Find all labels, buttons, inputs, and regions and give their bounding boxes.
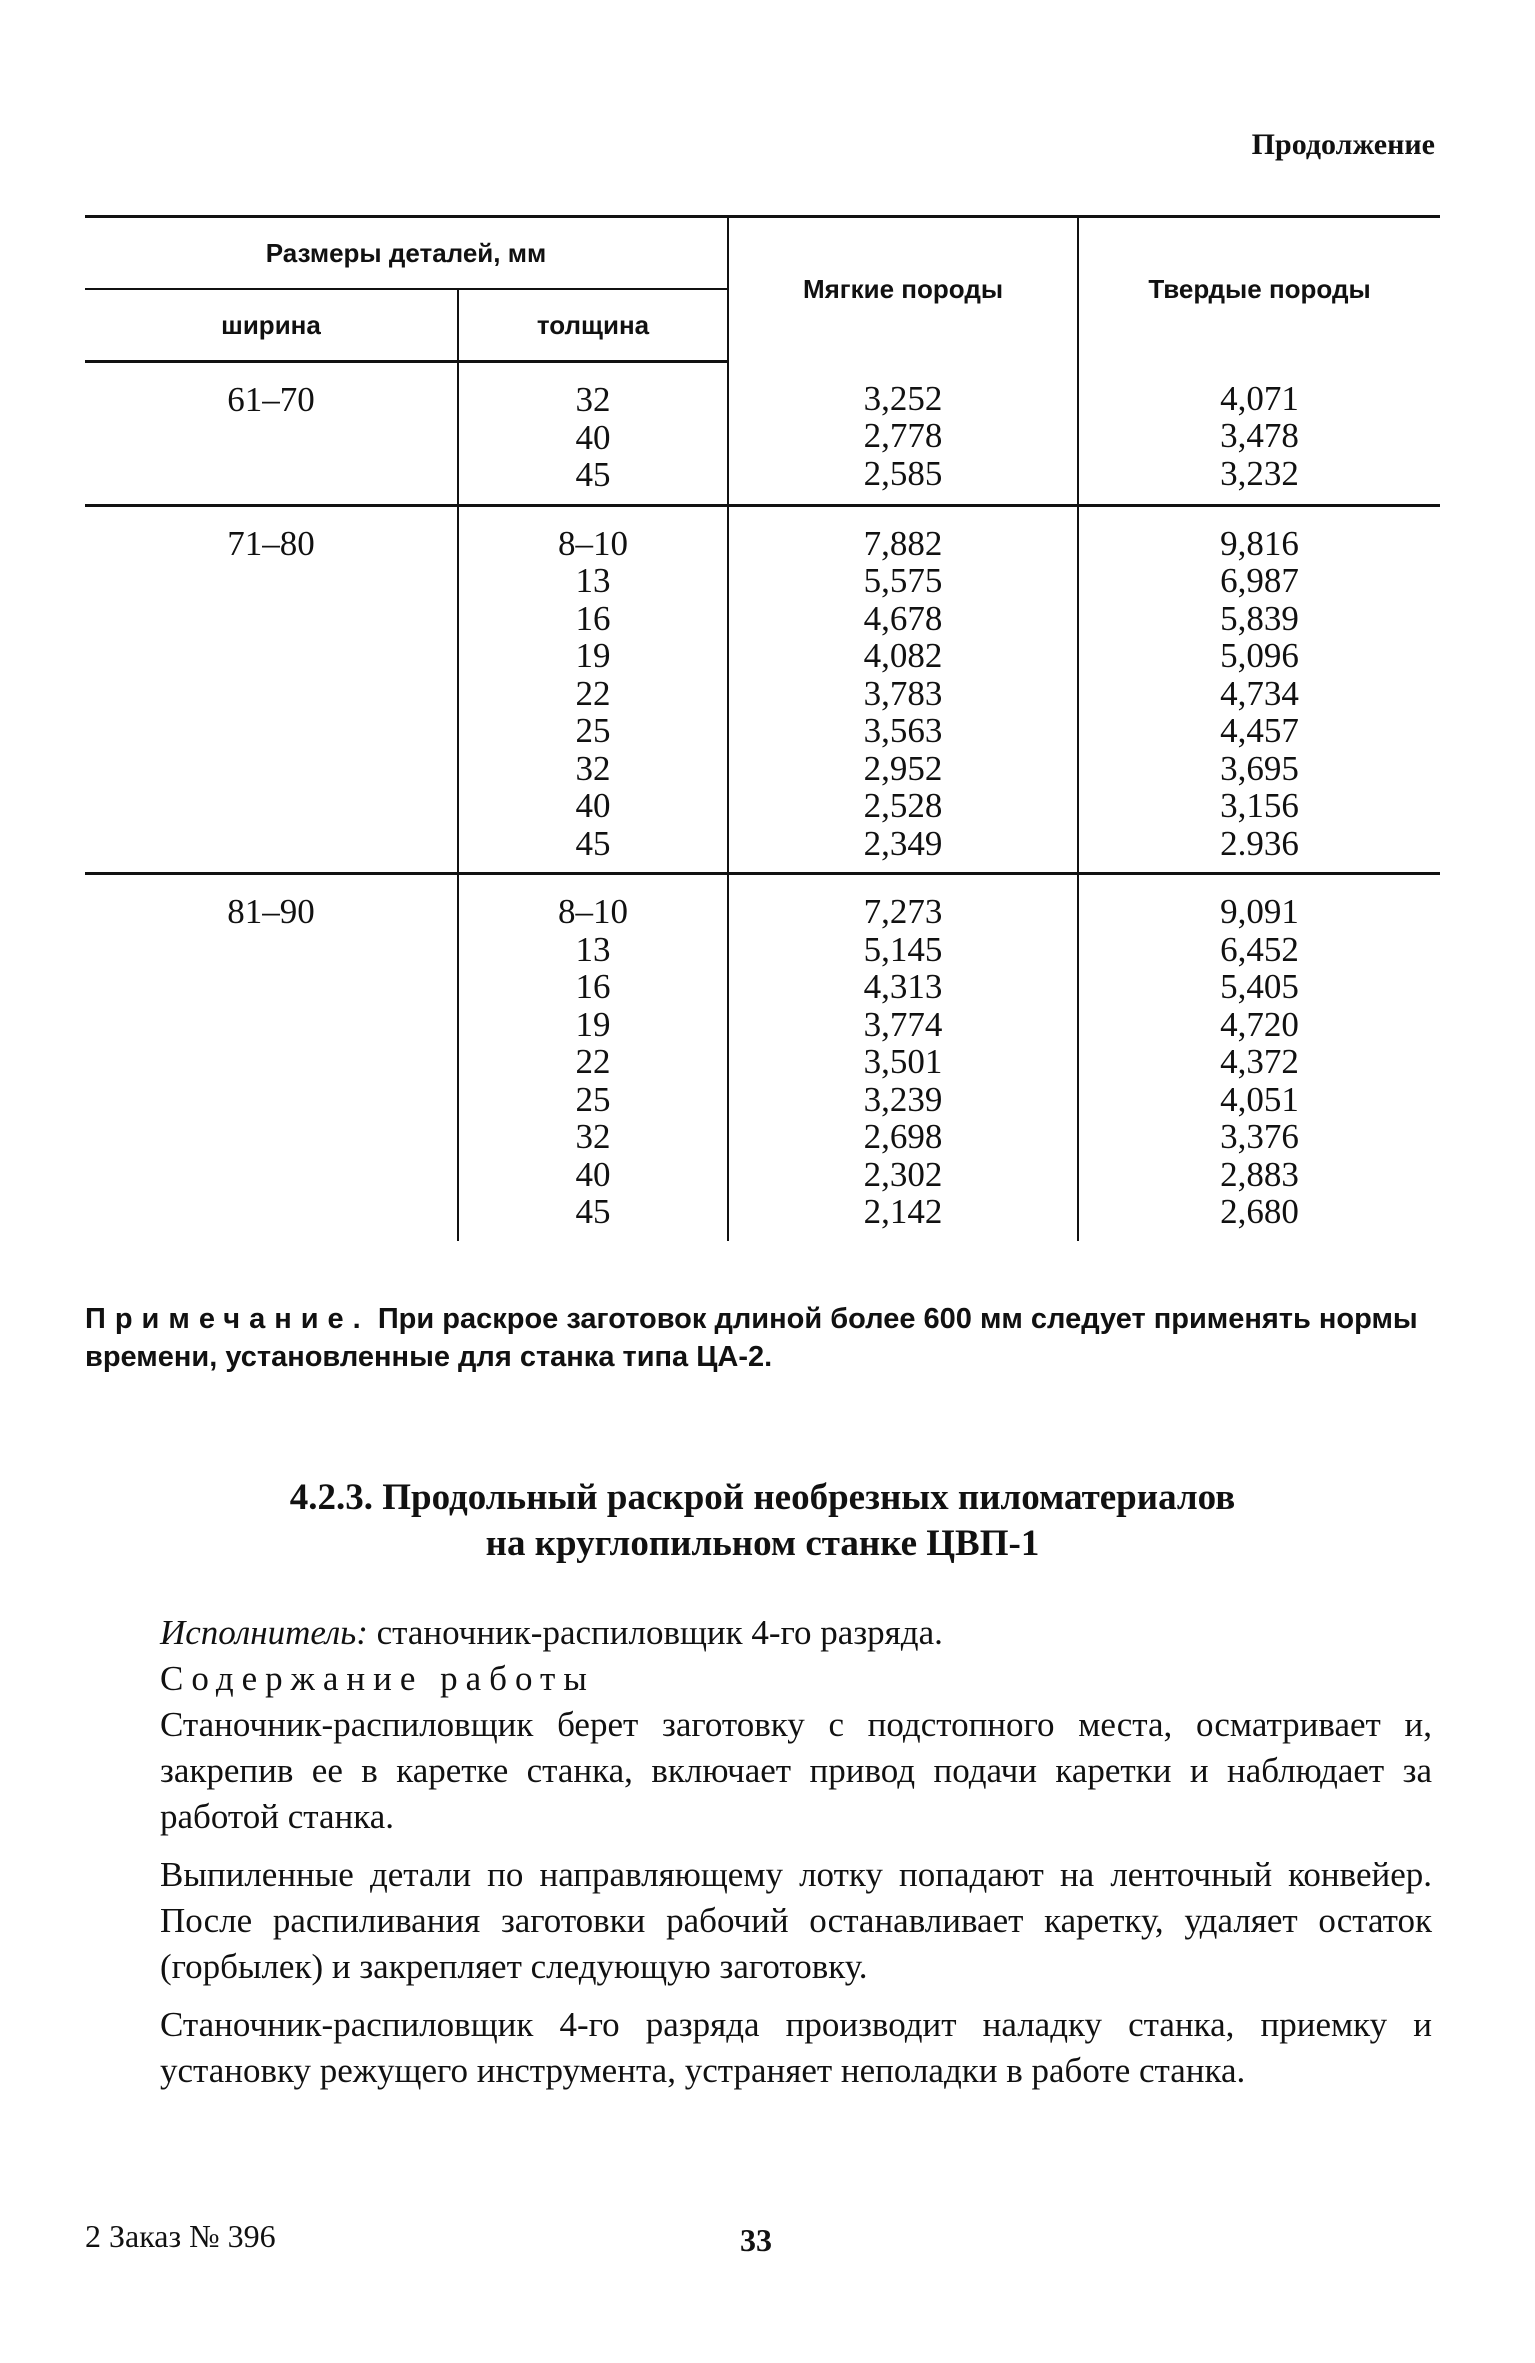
soft-cell-value: 3,252 (863, 378, 943, 418)
hard-cell-value: 2.936 (1220, 823, 1299, 863)
soft-cell-value: 3,563 (863, 711, 943, 750)
thickness-cell-value: 32 (575, 380, 611, 419)
hard-cell-value: 4,457 (1220, 711, 1299, 750)
width-cell-value: 61–70 (227, 380, 315, 419)
soft-cell-value: 3,774 (863, 1004, 943, 1044)
table-row (85, 505, 1440, 874)
soft-cell-value: 4,082 (863, 636, 943, 675)
executor-label: Исполнитель: (160, 1613, 368, 1652)
paragraph-1: Станочник-распиловщик берет заготовку с подстопного места, осматривает и, закрепив ее в каретке станка, включает привод подачи каретки и наблюдает за работой станка. (160, 1705, 1432, 1836)
section-title-line-1: 4.2.3. Продольный раскрой необрезных пиломатериалов (289, 1477, 1236, 1518)
thickness-cell-value: 45 (575, 455, 611, 494)
section-body (160, 1610, 1432, 2094)
hard-cell-value: 3,695 (1220, 748, 1299, 788)
thickness-cell-value: 32 (575, 748, 611, 788)
header-soft: Мягкие породы (728, 217, 1078, 362)
thickness-cell-value: 25 (575, 1079, 611, 1119)
header-hard: Твердые породы (1078, 217, 1440, 362)
hard-cell-value: 3,376 (1220, 1117, 1299, 1156)
soft-cell (728, 505, 1078, 874)
hard-cell-value: 4,734 (1220, 673, 1299, 713)
hard-cell (1078, 362, 1440, 506)
hard-cell-value: 3,156 (1220, 786, 1299, 825)
hard-cell-value: 5,096 (1220, 636, 1299, 675)
thickness-cell-value: 19 (575, 636, 611, 675)
thickness-cell (458, 874, 728, 1241)
soft-cell-value: 2,528 (863, 786, 943, 825)
thickness-cell-value: 16 (575, 967, 611, 1006)
hard-cell-value: 4,051 (1220, 1079, 1299, 1119)
soft-cell-value: 5,575 (863, 561, 943, 600)
soft-cell-value: 4,678 (863, 598, 943, 638)
executor-text: станочник-распиловщик 4-го разряда. (376, 1613, 943, 1652)
hard-cell-value: 9,816 (1220, 523, 1299, 563)
hard-cell (1078, 505, 1440, 874)
continuation-label: Продолжение (1251, 128, 1435, 161)
width-cell (85, 505, 458, 874)
page-number: 33 (740, 2222, 772, 2258)
soft-cell-value: 2,698 (863, 1117, 943, 1156)
soft-cell-value: 3,501 (863, 1042, 943, 1081)
hard-cell-value: 5,405 (1220, 967, 1299, 1006)
hard-cell-value: 5,839 (1220, 598, 1299, 638)
content-heading: Содержание работы (160, 1659, 595, 1698)
thickness-cell-value: 40 (575, 417, 611, 457)
time-norms-table (85, 215, 1440, 1241)
hard-cell-value: 2,883 (1220, 1154, 1299, 1194)
width-cell-value: 71–80 (227, 523, 315, 563)
thickness-cell (458, 505, 728, 874)
table-body (85, 362, 1440, 1241)
soft-cell-value: 2,585 (863, 453, 943, 493)
thickness-cell-value: 16 (575, 598, 611, 638)
thickness-cell-value: 40 (575, 1154, 611, 1194)
paragraph-3: Станочник-распиловщик 4-го разряда производит наладку станка, приемку и установку режущего инструмента, устраняет неполадки в работе станка. (160, 2005, 1432, 2090)
note-label: Примечание. (85, 1303, 370, 1335)
hard-cell-value: 4,071 (1220, 378, 1299, 418)
hard-cell-value: 6,452 (1220, 929, 1299, 969)
table-row (85, 362, 1440, 506)
header-sizes: Размеры деталей, мм (85, 217, 728, 290)
soft-cell-value: 2,952 (863, 748, 943, 788)
soft-cell-value: 4,313 (863, 967, 943, 1006)
soft-cell-value: 2,349 (863, 823, 943, 863)
hard-cell-value: 6,987 (1220, 561, 1299, 600)
thickness-cell-value: 32 (575, 1117, 611, 1156)
thickness-cell-value: 22 (575, 673, 611, 713)
soft-cell (728, 874, 1078, 1241)
header-width: ширина (85, 289, 458, 362)
hard-cell-value: 3,232 (1220, 453, 1299, 493)
section-title (85, 1475, 1440, 1567)
hard-cell-value: 9,091 (1220, 892, 1299, 931)
thickness-cell-value: 19 (575, 1004, 611, 1044)
width-cell (85, 362, 458, 506)
hard-cell-value: 2,680 (1220, 1192, 1299, 1231)
soft-cell-value: 2,142 (863, 1192, 943, 1231)
thickness-cell-value: 40 (575, 786, 611, 825)
soft-cell (728, 362, 1078, 506)
thickness-cell-value: 25 (575, 711, 611, 750)
section-title-line-2: на круглопильном станке ЦВП-1 (485, 1523, 1040, 1564)
soft-cell-value: 3,783 (863, 673, 943, 713)
header-thickness: толщина (458, 289, 728, 362)
thickness-cell-value: 13 (575, 929, 611, 969)
width-cell-value: 81–90 (227, 892, 315, 931)
thickness-cell-value: 22 (575, 1042, 611, 1081)
executor-line (160, 1610, 1432, 1656)
hard-cell (1078, 874, 1440, 1241)
soft-cell-value: 7,882 (863, 523, 943, 563)
hard-cell-value: 3,478 (1220, 416, 1299, 455)
thickness-cell-value: 8–10 (558, 523, 628, 563)
soft-cell-value: 2,302 (863, 1154, 943, 1194)
soft-cell-value: 7,273 (863, 892, 943, 931)
thickness-cell-value: 45 (575, 823, 611, 863)
width-cell (85, 874, 458, 1241)
soft-cell-value: 3,239 (863, 1079, 943, 1119)
hard-cell-value: 4,372 (1220, 1042, 1299, 1081)
hard-cell-value: 4,720 (1220, 1004, 1299, 1044)
soft-cell-value: 2,778 (863, 416, 943, 455)
table-row (85, 874, 1440, 1241)
thickness-cell-value: 8–10 (558, 892, 628, 931)
soft-cell-value: 5,145 (863, 929, 943, 969)
thickness-cell-value: 45 (575, 1192, 611, 1231)
thickness-cell (458, 362, 728, 506)
table-note (85, 1300, 1440, 1376)
thickness-cell-value: 13 (575, 561, 611, 600)
footer-order: 2 Заказ № 396 (85, 2218, 276, 2254)
paragraph-2: Выпиленные детали по направляющему лотку попадают на ленточный конвейер. После распиливания заготовки рабочий останавливает каретку, удаляет остаток (горбылек) и закрепляет следующую заготовку. (160, 1855, 1432, 1986)
note-text: При раскрое заготовок длиной более 600 мм следует применять нормы времени, установленные для станка типа ЦА-2. (85, 1303, 1418, 1373)
